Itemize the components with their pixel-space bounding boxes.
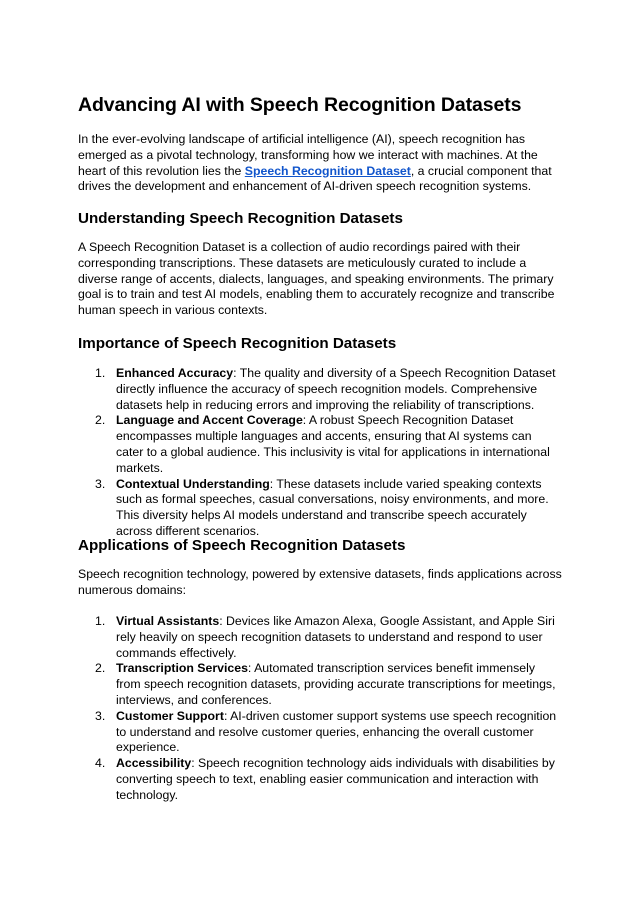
list-item-text: : The quality and diversity of a Speech Recognition Dataset directly influence the accuracy of speech recognition models. Comprehensive datasets help in reducing errors and improving the reliability of transcriptions. <box>116 366 556 412</box>
list-item-term: Virtual Assistants <box>116 614 220 628</box>
importance-list <box>78 366 562 540</box>
list-item <box>78 413 562 476</box>
intro-text <box>78 132 562 195</box>
list-item-text: : Speech recognition technology aids individuals with disabilities by converting speech to text, enabling easier communication and interaction with technology. <box>116 756 555 802</box>
list-item-text: : A robust Speech Recognition Dataset encompasses multiple languages and accents, ensuring that AI systems can cater to a global audience. This inclusivity is vital for applications in international markets. <box>116 413 550 475</box>
list-item-term: Transcription Services <box>116 661 248 676</box>
understanding-paragraph: A Speech Recognition Dataset is a collection of audio recordings paired with their corresponding transcriptions. These datasets are meticulously curated to include a diverse range of accents, dialects, languages, and speaking environments. The primary goal is to train and test AI models, enabling them to accurately recognize and transcribe human speech in various contexts. <box>78 240 555 318</box>
intro-paragraph <box>78 132 562 195</box>
list-item-term: Contextual Understanding <box>116 476 270 491</box>
list-number: 3. <box>95 708 106 723</box>
list-item-term: Enhanced Accuracy <box>116 366 234 380</box>
list-item <box>78 477 562 540</box>
applications-list <box>78 614 562 804</box>
section-understanding <box>78 209 562 229</box>
list-number: 1. <box>95 366 106 380</box>
list-item-text: : Automated transcription services benefit immensely from speech recognition datasets, providing accurate transcriptions for meetings, interviews, and conferences. <box>116 661 556 707</box>
list-item <box>78 709 562 756</box>
speech-recognition-dataset-link[interactable]: Speech Recognition Dataset <box>244 163 411 178</box>
list-item-term: Customer Support <box>116 708 224 723</box>
section-importance <box>78 334 562 354</box>
list-item-text: : Devices like Amazon Alexa, Google Assistant, and Apple Siri rely heavily on speech recognition datasets to understand and respond to user commands effectively. <box>116 614 555 660</box>
section-heading-understanding: Understanding Speech Recognition Datasets <box>78 210 403 227</box>
list-number: 2. <box>95 413 106 428</box>
list-item <box>78 614 562 661</box>
list-item-text: : These datasets include varied speaking contexts such as formal speeches, casual conversations, noisy environments, and more. This diversity helps AI models understand and transcribe speech accurately across different scenarios. <box>116 476 549 538</box>
list-number: 4. <box>95 756 106 771</box>
intro-text-before: In the ever-evolving landscape of artificial intelligence (AI), speech recognition has emerged as a pivotal technology, transforming how we interact with machines. At the heart of this revolution lies the <box>78 132 538 178</box>
section-applications <box>78 536 562 556</box>
list-item-text: : AI-driven customer support systems use speech recognition to understand and resolve customer queries, enhancing the overall customer experience. <box>116 708 557 755</box>
list-item <box>78 756 562 803</box>
section-heading-importance: Importance of Speech Recognition Datasets <box>78 335 397 352</box>
page-title: Advancing AI with Speech Recognition Datasets <box>78 94 522 116</box>
section-heading-applications: Applications of Speech Recognition Datasets <box>78 537 406 554</box>
list-item <box>78 661 562 708</box>
section-understanding-body <box>78 240 562 319</box>
section-applications-body <box>78 567 562 599</box>
list-number: 2. <box>95 661 106 676</box>
intro-text-after: , a crucial component that drives the development and enhancement of AI-driven speech recognition systems. <box>78 163 552 194</box>
list-number: 3. <box>95 476 106 491</box>
list-item <box>78 366 562 413</box>
applications-paragraph: Speech recognition technology, powered by extensive datasets, finds applications across numerous domains: <box>78 567 562 597</box>
list-number: 1. <box>95 614 106 628</box>
list-item-term: Accessibility <box>116 756 192 771</box>
list-item-term: Language and Accent Coverage <box>116 413 303 428</box>
